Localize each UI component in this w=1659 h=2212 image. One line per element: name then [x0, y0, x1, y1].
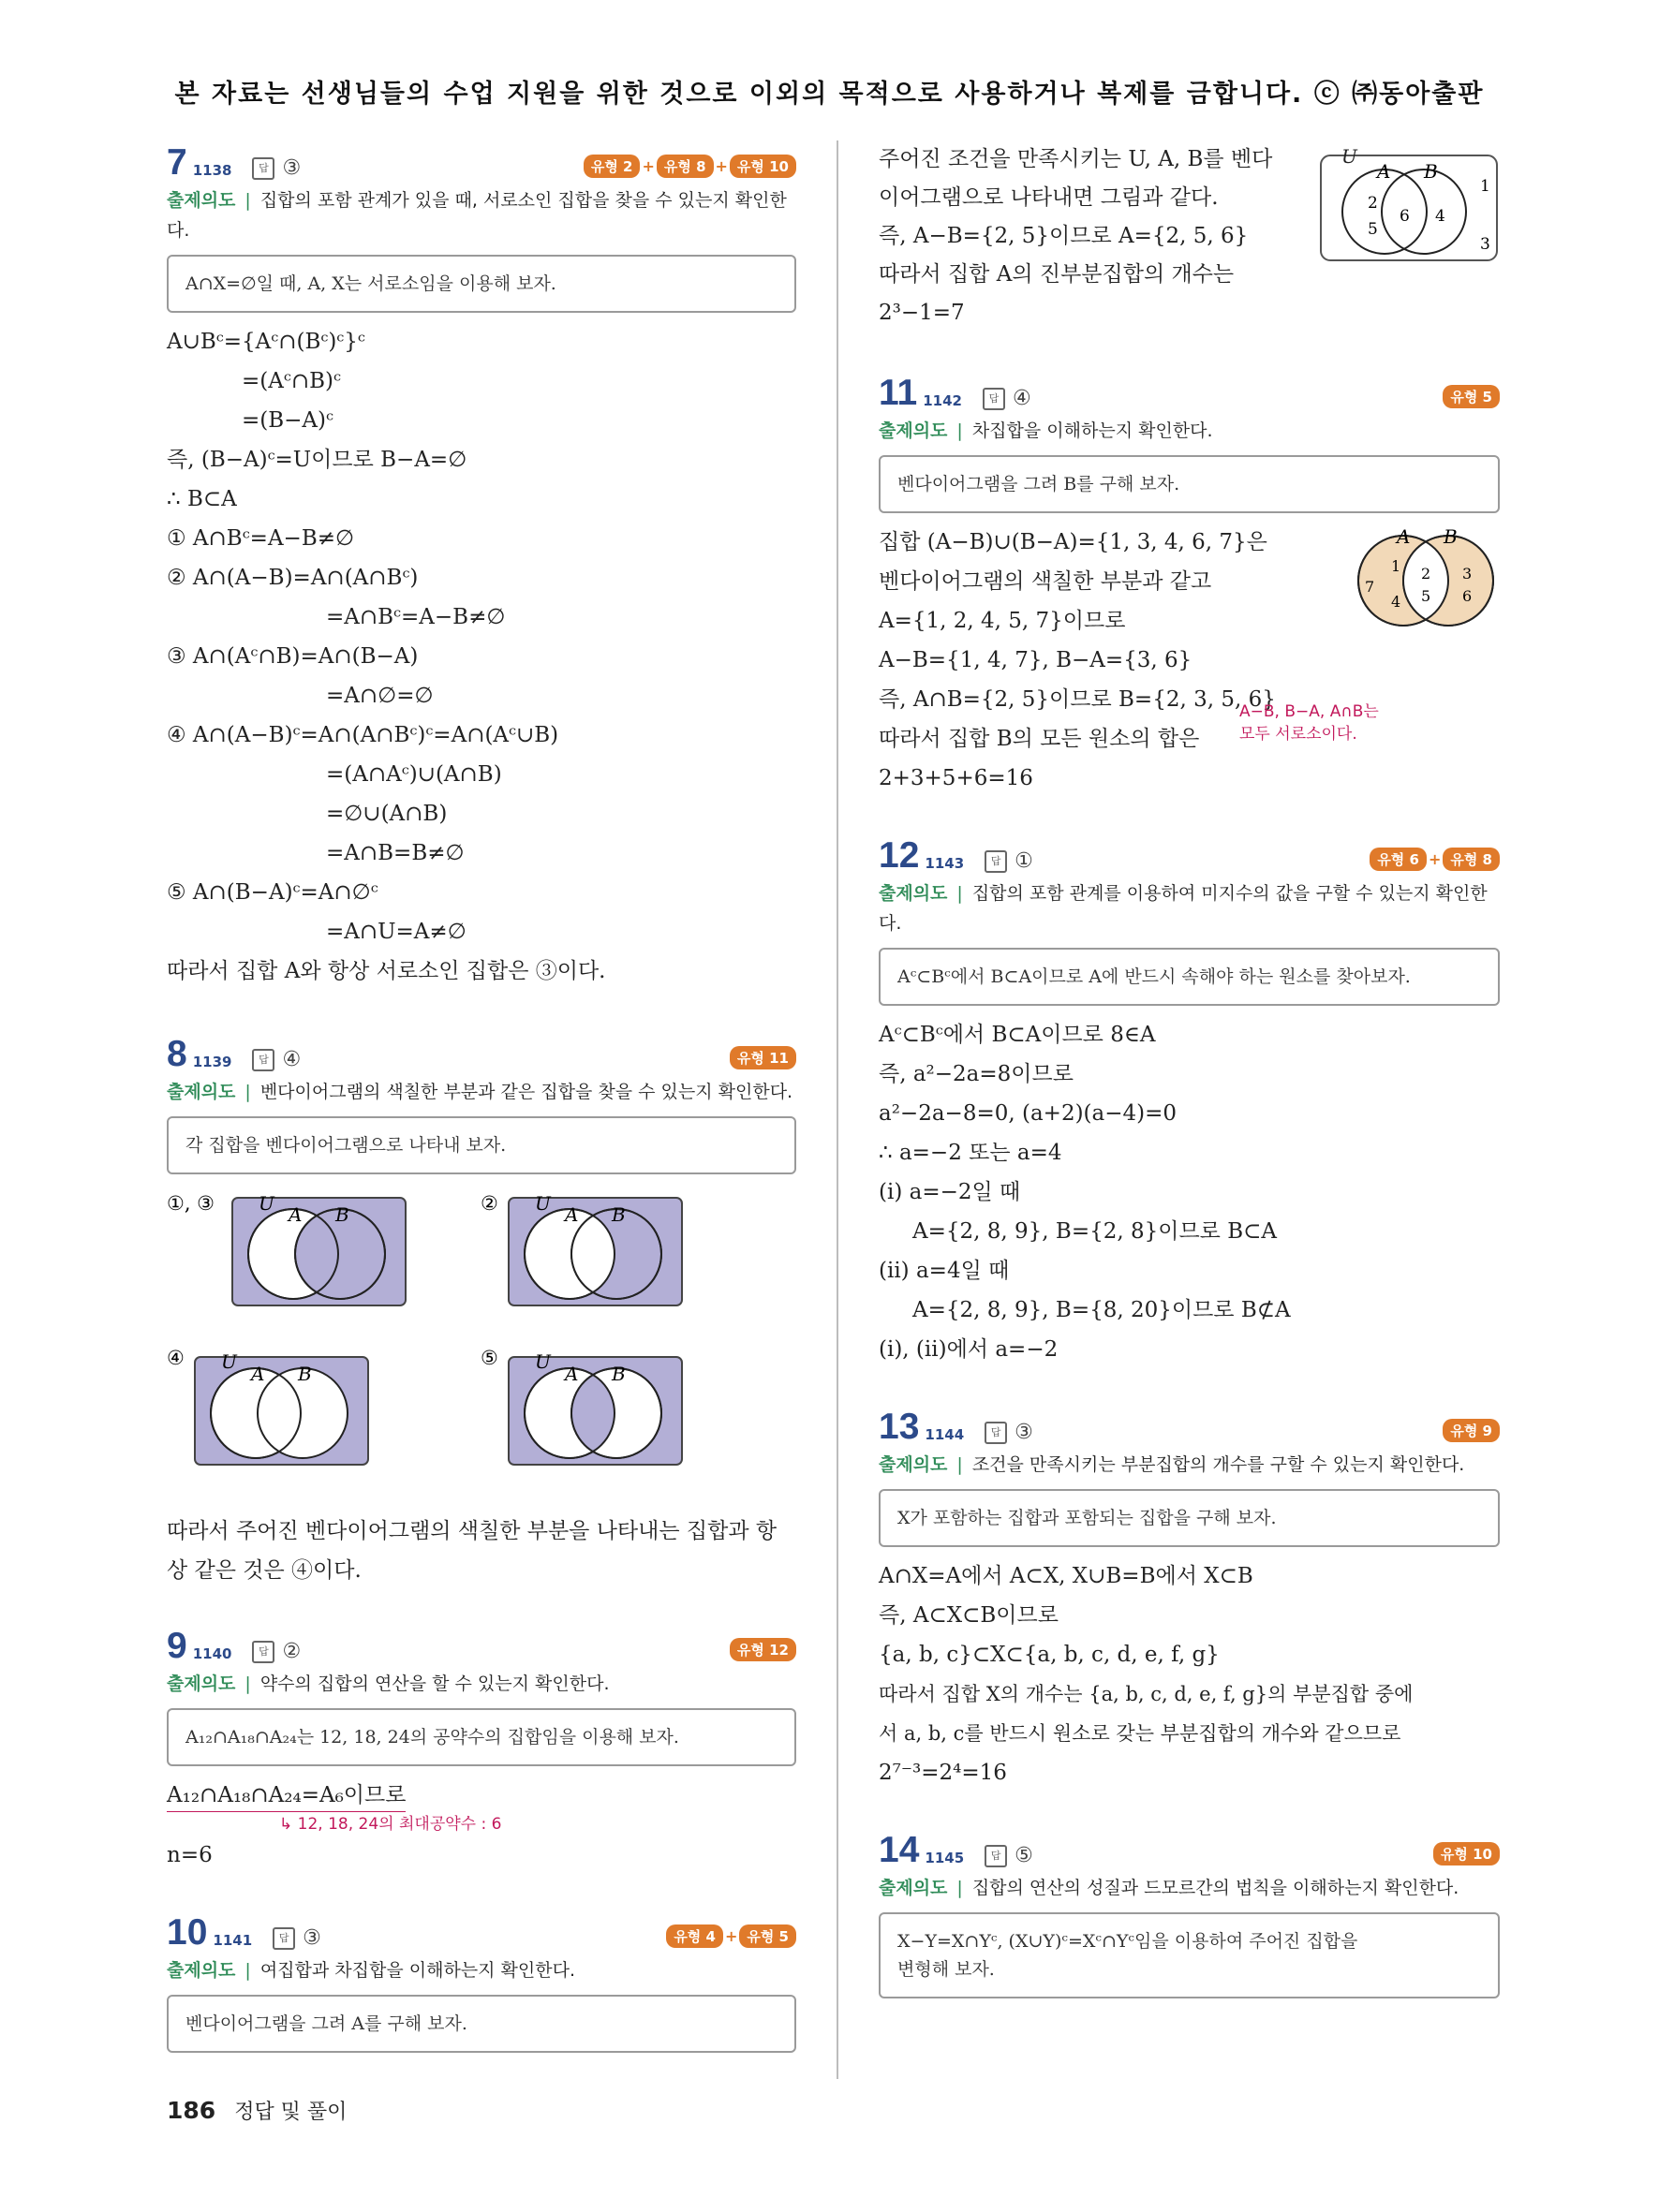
solution-line: ∴ a=−2 또는 a=4: [879, 1141, 1062, 1165]
answer: [252, 156, 301, 180]
solution-line: A={1, 2, 4, 5, 7}이므로: [879, 609, 1126, 633]
venn-element: 5: [1421, 587, 1431, 605]
venn-element: 2: [1368, 194, 1378, 213]
intent: [167, 185, 796, 245]
solution-line: ④ A∩(A−B)ᶜ=A∩(A∩Bᶜ)ᶜ=A∩(Aᶜ∪B): [167, 723, 559, 747]
type-tag: 유형 10: [730, 155, 796, 178]
venn-element: 5: [1368, 220, 1378, 239]
intent-text: 여집합과 차집합을 이해하는지 확인한다.: [259, 1960, 576, 1981]
solution-line: 2³−1=7: [879, 301, 965, 325]
intent-sep: |: [244, 1082, 251, 1102]
answer: [985, 1844, 1033, 1867]
answer-icon: 답: [252, 1049, 274, 1071]
problem-code: 1138: [192, 162, 232, 179]
solution-line: (ⅰ) a=−2일 때: [879, 1180, 1021, 1204]
type-tags: 유형 4 + 유형 5: [666, 1924, 796, 1948]
solution: [879, 1015, 1500, 1369]
annotation-text: 12, 18, 24의 최대공약수 : 6: [297, 1815, 502, 1834]
answer-icon: 답: [252, 157, 274, 180]
intent-label: 출제의도: [879, 1454, 948, 1475]
venn-element: 4: [1435, 207, 1445, 226]
venn-a: A: [251, 1363, 265, 1385]
type-tag: 유형 8: [657, 155, 714, 178]
solution-line: a²−2a−8=0, (a+2)(a−4)=0: [879, 1101, 1178, 1126]
problem-8: [167, 1032, 796, 1590]
venn-element: 6: [1462, 587, 1473, 605]
problem-code: 1142: [923, 392, 962, 409]
problem-9: [167, 1624, 796, 1875]
problem-number: 9: [167, 1626, 187, 1666]
answer-icon: 답: [985, 1422, 1007, 1444]
problem-11: [879, 371, 1500, 798]
hint-box: [879, 1912, 1500, 1998]
venn-b: B: [1444, 525, 1458, 548]
intent-sep: |: [956, 1878, 963, 1898]
problem-number: 10: [167, 1912, 208, 1953]
solution-line: (ⅱ) a=4일 때: [879, 1259, 1010, 1283]
intent-text: 벤다이어그램의 색칠한 부분과 같은 집합을 찾을 수 있는지 확인한다.: [259, 1082, 793, 1102]
venn-diagrams-top: [167, 1193, 796, 1348]
venn-u: U: [259, 1193, 274, 1215]
venn-a: A: [1397, 525, 1411, 548]
answer: [985, 849, 1033, 873]
solution-line: ⑤ A∩(B−A)ᶜ=A∩∅ᶜ: [167, 880, 378, 905]
copyright-banner: 본 자료는 선생님들의 수업 지원을 위한 것으로 이외의 목적으로 사용하거나 복제를 금합니다. ⓒ ㈜동아출판: [174, 80, 1485, 109]
venn-label: ④: [167, 1348, 185, 1369]
solution: [167, 322, 796, 991]
intent-sep: |: [956, 883, 963, 904]
type-tag: 유형 6: [1370, 848, 1427, 871]
solution-line: 서 a, b, c를 반드시 원소로 갖는 부분집합의 개수와 같으므로: [879, 1722, 1401, 1745]
annotation-text: 모두 서로소이다.: [1239, 725, 1357, 744]
venn-element: 4: [1391, 593, 1401, 611]
intent-text: 집합의 연산의 성질과 드모르간의 법칙을 이해하는지 확인한다.: [971, 1878, 1459, 1898]
venn-element: 6: [1400, 207, 1410, 226]
solution-line: 이어그램으로 나타내면 그림과 같다.: [879, 185, 1219, 210]
solution-line: =A∩∅=∅: [326, 684, 434, 708]
answer-value: ③: [282, 156, 302, 180]
venn-row: [167, 1193, 796, 1348]
problem-code: 1144: [925, 1426, 965, 1443]
annotation: ↳ 12, 18, 24의 최대공약수 : 6: [279, 1815, 502, 1834]
solution-line: 상 같은 것은 ④이다.: [167, 1558, 362, 1583]
venn-b: B: [1424, 160, 1438, 183]
venn-b: B: [335, 1203, 349, 1226]
annotation: [1239, 700, 1379, 745]
solution-line: 즉, A⊂X⊂B이므로: [879, 1603, 1059, 1628]
solution-line: =(Aᶜ∩B)ᶜ: [242, 369, 341, 393]
problem-12: [879, 833, 1500, 1369]
venn-b: B: [612, 1363, 626, 1385]
hint-box: 벤다이어그램을 그려 B를 구해 보자.: [879, 455, 1500, 513]
intent-sep: |: [956, 420, 963, 441]
answer-value: ①: [1015, 849, 1033, 873]
problem-7: [167, 140, 796, 991]
solution-line: 집합 (A−B)∪(B−A)={1, 3, 4, 6, 7}은: [879, 530, 1267, 554]
type-tag: 유형 8: [1443, 848, 1500, 871]
venn-label: ①, ③: [167, 1193, 215, 1215]
venn-element: 2: [1421, 565, 1431, 582]
solution-line: =∅∪(A∩B): [326, 802, 448, 826]
intent-label: 출제의도: [167, 1082, 236, 1102]
solution-line: (ⅰ), (ⅱ)에서 a=−2: [879, 1337, 1059, 1362]
solution-line: ③ A∩(Aᶜ∩B)=A∩(B−A): [167, 644, 419, 669]
problem-header: [167, 1624, 796, 1665]
intent: [167, 1077, 796, 1107]
answer-value: ④: [1012, 387, 1031, 410]
problem-header: [879, 1405, 1500, 1446]
solution: [167, 1776, 796, 1875]
intent: [167, 1669, 796, 1699]
type-tags: 유형 2 + 유형 8 + 유형 10: [584, 155, 796, 178]
type-tags: [1433, 1842, 1500, 1865]
solution-line: ② A∩(A−B)=A∩(A∩Bᶜ): [167, 566, 419, 590]
type-tag: 유형 11: [730, 1046, 796, 1069]
footer-label: 정답 및 풀이: [234, 2101, 348, 2124]
intent-label: 출제의도: [167, 1674, 236, 1694]
answer: [983, 387, 1031, 410]
solution-line: {a, b, c}⊂X⊂{a, b, c, d, e, f, g}: [879, 1643, 1220, 1667]
problem-header: [167, 140, 796, 182]
solution-line: 따라서 집합 B의 모든 원소의 합은: [879, 727, 1200, 751]
problem-10: [167, 1910, 796, 2053]
solution-line: 주어진 조건을 만족시키는 U, A, B를 벤다: [879, 147, 1273, 171]
venn-label: ②: [481, 1193, 498, 1215]
venn-label: ⑤: [481, 1348, 498, 1369]
solution-line: 벤다이어그램의 색칠한 부분과 같고: [879, 569, 1212, 594]
problem-code: 1145: [925, 1850, 965, 1866]
solution-line: A₁₂∩A₁₈∩A₂₄=A₆이므로: [167, 1779, 406, 1812]
venn-a: A: [565, 1363, 579, 1385]
problem-header: [167, 1910, 796, 1952]
solution-line: =A∩U=A≠∅: [326, 920, 467, 944]
answer-value: ③: [303, 1926, 321, 1950]
solution-line: ① A∩Bᶜ=A−B≠∅: [167, 526, 355, 551]
type-tag: 유형 4: [666, 1924, 723, 1948]
solution: [879, 1556, 1500, 1792]
intent-sep: |: [956, 1454, 963, 1475]
problem-header: [879, 371, 1500, 412]
intent-label: 출제의도: [879, 420, 948, 441]
problem-code: 1141: [213, 1932, 253, 1949]
type-tags: [730, 1046, 796, 1069]
intent-sep: |: [244, 190, 251, 211]
problem-number: 14: [879, 1830, 920, 1870]
solution-line: 따라서 주어진 벤다이어그램의 색칠한 부분을 나타내는 집합과 항: [167, 1519, 778, 1543]
answer-icon: 답: [983, 388, 1005, 410]
problem-code: 1140: [192, 1645, 232, 1662]
solution-line: 즉, A−B={2, 5}이므로 A={2, 5, 6}: [879, 224, 1249, 248]
annotation-text: A−B, B−A, A∩B는: [1239, 702, 1379, 721]
answer-value: ⑤: [1015, 1844, 1033, 1867]
answer-value: ③: [1015, 1421, 1033, 1444]
type-tags: 유형 6 + 유형 8: [1370, 848, 1500, 871]
solution-line: 따라서 집합 A의 진부분집합의 개수는: [879, 262, 1235, 287]
venn-u: U: [535, 1193, 551, 1215]
answer: [252, 1640, 301, 1663]
intent: [879, 878, 1500, 938]
venn-element: 3: [1462, 565, 1473, 582]
answer-icon: 답: [252, 1641, 274, 1663]
venn-a: A: [1377, 160, 1391, 183]
problem-header: [167, 1032, 796, 1073]
page-footer: [167, 2096, 347, 2125]
problem-code: 1143: [925, 855, 965, 872]
solution-line: A∩X=A에서 A⊂X, X∪B=B에서 X⊂B: [879, 1564, 1253, 1588]
intent-label: 출제의도: [167, 190, 236, 211]
venn-element: 7: [1365, 578, 1375, 596]
solution-line: n=6: [167, 1843, 213, 1867]
solution-line: 2⁷⁻³=2⁴=16: [879, 1761, 1007, 1785]
type-tags: [1443, 1419, 1500, 1442]
intent-label: 출제의도: [879, 1878, 948, 1898]
answer-value: ④: [282, 1048, 302, 1071]
intent: [879, 1873, 1500, 1903]
solution-line: 즉, a²−2a=8이므로: [879, 1062, 1074, 1086]
type-tag: 유형 9: [1443, 1419, 1500, 1442]
venn-b: B: [298, 1363, 312, 1385]
answer-icon: 답: [985, 850, 1007, 873]
intent: [879, 416, 1500, 446]
type-tag: 유형 2: [584, 155, 641, 178]
solution: [167, 1512, 796, 1590]
solution-line: 즉, (B−A)ᶜ=U이므로 B−A=∅: [167, 448, 467, 472]
answer-icon: 답: [985, 1845, 1007, 1867]
venn-a: A: [565, 1203, 579, 1226]
hint-box: X가 포함하는 집합과 포함되는 집합을 구해 보자.: [879, 1489, 1500, 1547]
type-tags: [1443, 385, 1500, 408]
solution-area: [879, 523, 1500, 798]
hint-box: A∩X=∅일 때, A, X는 서로소임을 이용해 보자.: [167, 255, 796, 313]
intent: [167, 1955, 796, 1985]
problem-number: 7: [167, 142, 187, 183]
type-tag: 유형 12: [730, 1638, 796, 1661]
intent-sep: |: [244, 1674, 251, 1694]
intent-text: 집합의 포함 관계가 있을 때, 서로소인 집합을 찾을 수 있는지 확인한다.: [167, 190, 787, 241]
solution-line: 따라서 집합 A와 항상 서로소인 집합은 ③이다.: [167, 959, 606, 983]
intent: [879, 1450, 1500, 1480]
type-tag: 유형 10: [1433, 1842, 1500, 1865]
problem-13: [879, 1405, 1500, 1792]
solution-line: A={2, 8, 9}, B={8, 20}이므로 B⊄A: [912, 1298, 1291, 1322]
problem-number: 13: [879, 1407, 920, 1447]
solution-line: Aᶜ⊂Bᶜ에서 B⊂A이므로 8∈A: [879, 1023, 1156, 1047]
intent-label: 출제의도: [879, 883, 948, 904]
venn-u: U: [535, 1350, 551, 1373]
problem-14: [879, 1828, 1500, 1998]
page-number: 186: [167, 2097, 216, 2124]
answer-icon: 답: [273, 1927, 295, 1950]
venn-row: [167, 1348, 796, 1502]
problem-code: 1139: [192, 1054, 232, 1070]
hint-box: Aᶜ⊂Bᶜ에서 B⊂A이므로 A에 반드시 속해야 하는 원소를 찾아보자.: [879, 948, 1500, 1006]
venn-u: U: [1341, 148, 1357, 168]
problem-number: 11: [879, 373, 918, 413]
intent-text: 조건을 만족시키는 부분집합의 개수를 구할 수 있는지 확인한다.: [971, 1454, 1465, 1475]
hint-box: 벤다이어그램을 그려 A를 구해 보자.: [167, 1995, 796, 2053]
intent-text: 차집합을 이해하는지 확인한다.: [971, 420, 1213, 441]
answer: [273, 1926, 321, 1950]
intent-sep: |: [244, 1960, 251, 1981]
solution-line: ∴ B⊂A: [167, 487, 237, 511]
solution-line: 따라서 집합 X의 개수는 {a, b, c, d, e, f, g}의 부분집합 중에: [879, 1683, 1414, 1705]
hint-text: X−Y=X∩Yᶜ, (X∪Y)ᶜ=Xᶜ∩Yᶜ임을 이용하여 주어진 집합을: [897, 1931, 1358, 1952]
intent-label: 출제의도: [167, 1960, 236, 1981]
intent-text: 약수의 집합의 연산을 할 수 있는지 확인한다.: [259, 1674, 610, 1694]
venn-diagram-p10: [1319, 148, 1502, 265]
venn-element: 1: [1480, 177, 1490, 196]
type-tag: 유형 5: [739, 1924, 796, 1948]
hint-text: 변형해 보자.: [897, 1959, 995, 1980]
problem-10-solution: [879, 140, 1500, 337]
solution-line: A−B={1, 4, 7}, B−A={3, 6}: [879, 648, 1192, 672]
solution-line: =(A∩Aᶜ)∪(A∩B): [326, 762, 502, 787]
left-column: [167, 140, 796, 2053]
solution-line: A={2, 8, 9}, B={2, 8}이므로 B⊂A: [912, 1219, 1277, 1244]
venn-a: A: [289, 1203, 303, 1226]
type-tag: 유형 5: [1443, 385, 1500, 408]
solution-line: =(B−A)ᶜ: [242, 408, 333, 433]
solution-line: 즉, A∩B={2, 5}이므로 B={2, 3, 5, 6}: [879, 687, 1276, 712]
right-column: [879, 140, 1500, 1998]
problem-number: 12: [879, 835, 920, 876]
solution-line: A∪Bᶜ={Aᶜ∩(Bᶜ)ᶜ}ᶜ: [167, 330, 365, 354]
venn-diagrams-bottom: [167, 1348, 796, 1502]
answer: [252, 1048, 301, 1071]
hint-box: A₁₂∩A₁₈∩A₂₄는 12, 18, 24의 공약수의 집합임을 이용해 보자.: [167, 1708, 796, 1766]
problem-header: [879, 833, 1500, 875]
venn-b: B: [612, 1203, 626, 1226]
solution-line: =A∩B=B≠∅: [326, 841, 465, 865]
venn-element: 1: [1391, 557, 1401, 575]
column-divider: [837, 140, 838, 2079]
problem-number: 8: [167, 1034, 187, 1074]
type-tags: [730, 1638, 796, 1661]
intent-text: 집합의 포함 관계를 이용하여 미지수의 값을 구할 수 있는지 확인한다.: [879, 883, 1488, 934]
hint-box: 각 집합을 벤다이어그램으로 나타내 보자.: [167, 1116, 796, 1174]
solution-line: 2+3+5+6=16: [879, 766, 1033, 790]
answer: [985, 1421, 1033, 1444]
venn-element: 3: [1480, 235, 1490, 254]
solution-line: =A∩Bᶜ=A−B≠∅: [326, 605, 506, 629]
venn-diagram-p11: [1352, 523, 1502, 635]
venn-u: U: [221, 1350, 237, 1373]
answer-value: ②: [282, 1640, 302, 1663]
problem-header: [879, 1828, 1500, 1869]
